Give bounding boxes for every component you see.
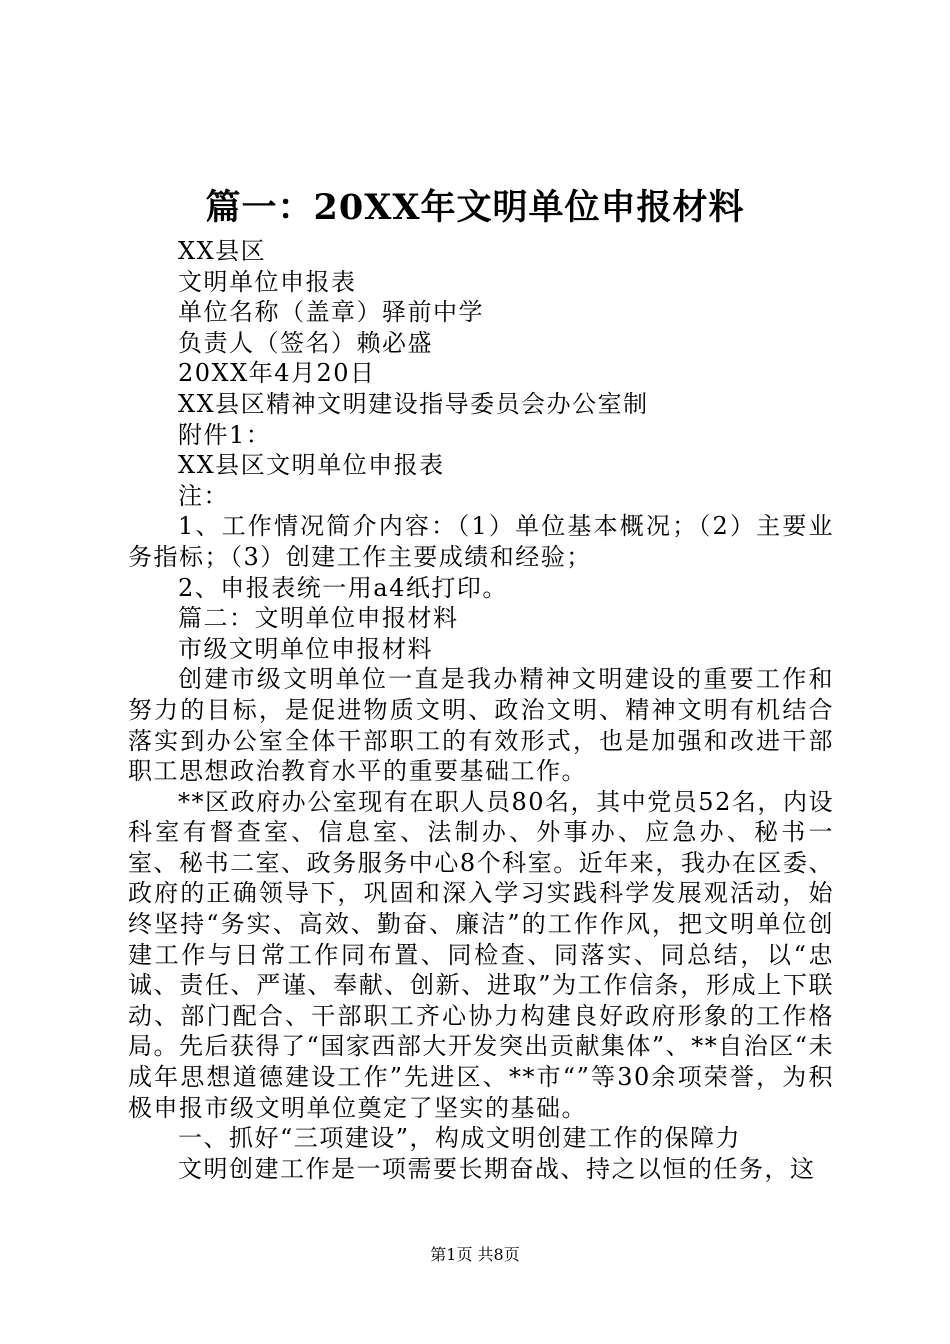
paragraph: **区政府办公室现有在职人员80名，其中党员52名，内设科室有督查室、信息室、法制办、外事办、应急办、秘书一室、秘书二室、政务服务中心8个科室。近年来，我办在区委、政府的正确领导下，巩固和深入学习实践科学发展观活动，始终坚持“务实、高效、勤奋、廉洁”的工作作风，把文明单位创建工作与日常工作同布置、同检查、同落实、同总结，以“忠诚、责任、严谨、奉献、创新、进取”为工作信条，形成上下联动、部门配合、干部职工齐心协力构建良好政府形象的工作格局。先后获得了“国家西部大开发突出贡献集体”、**自治区“未成年思想道德建设工作”先进区、**市“”等30余项荣誉，为积极申报市级文明单位奠定了坚实的基础。 (128, 787, 834, 1122)
document-title: 篇一：20XX年文明单位申报材料 (205, 187, 745, 228)
paragraph: 2、申报表统一用a4纸打印。 (178, 573, 508, 602)
paragraph: 篇二：文明单位申报材料 (178, 604, 459, 633)
document-body (128, 236, 834, 1184)
paragraph: 20XX年4月20日 (178, 359, 376, 388)
paragraph: 负责人（签名）赖必盛 (178, 328, 433, 357)
paragraph: XX县区文明单位申报表 (178, 451, 445, 480)
paragraph: 一、抓好“三项建设”，构成文明创建工作的保障力 (178, 1124, 742, 1153)
page-footer: 第1页 共8页 (430, 1245, 520, 1264)
paragraph: 附件1： (178, 420, 272, 449)
paragraph: 创建市级文明单位一直是我办精神文明建设的重要工作和努力的目标，是促进物质文明、政治文明、精神文明有机结合落实到办公室全体干部职工的有效形式，也是加强和改进干部职工思想政治教育水平的重要基础工作。 (128, 665, 834, 786)
paragraph: 市级文明单位申报材料 (178, 634, 433, 663)
paragraph: 注： (178, 481, 229, 510)
paragraph: 文明单位申报表 (178, 267, 357, 296)
paragraph: 1、工作情况简介内容：（1）单位基本概况；（2）主要业务指标；（3）创建工作主要成绩和经验； (128, 512, 834, 571)
paragraph: XX县区 (178, 237, 267, 265)
paragraph: 文明创建工作是一项需要长期奋战、持之以恒的任务，这 (178, 1154, 816, 1183)
paragraph: 单位名称（盖章）驿前中学 (178, 298, 484, 327)
paragraph: XX县区精神文明建设指导委员会办公室制 (178, 389, 649, 418)
